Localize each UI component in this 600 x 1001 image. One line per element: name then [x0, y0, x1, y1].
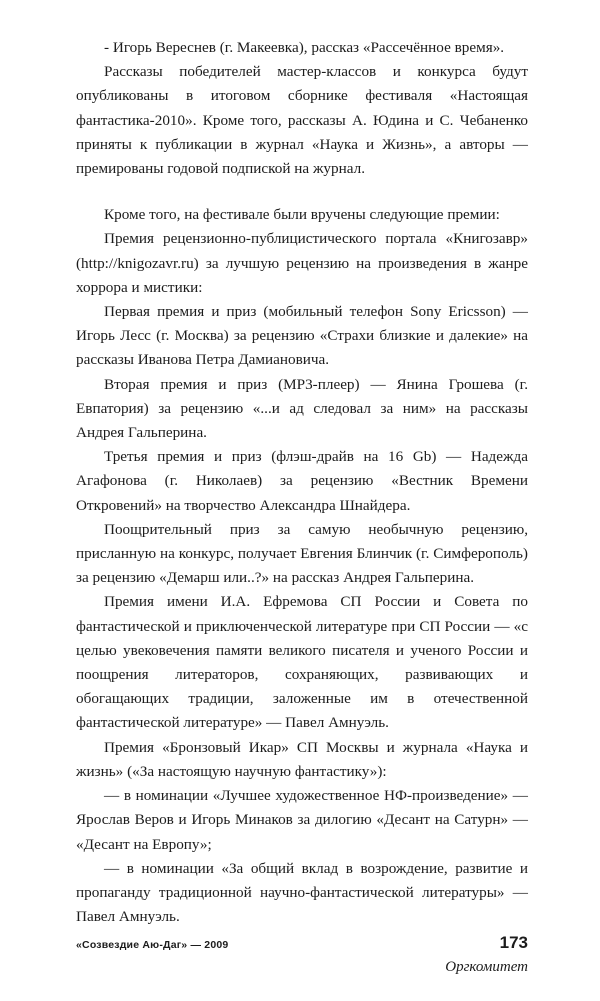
paragraph: — в номинации «Лучшее художественное НФ-произведение» — Ярослав Веров и Игорь Минаков за дилогию «Десант на Сатурн» — «Десант на Европу»;	[76, 787, 528, 853]
paragraph: - Игорь Вереснев (г. Макеевка), рассказ «Рассечённое время».	[104, 39, 505, 56]
footer-publication-title: «Созвездие Аю-Даг» — 2009	[76, 939, 229, 951]
paragraph: Премия рецензионно-публицистического портала «Книгозавр» (http://knigozavr.ru) за лучшую рецензию на произведения в жанре хоррора и мистики:	[76, 230, 528, 296]
page-number: 173	[499, 933, 528, 952]
paragraph: Премия «Бронзовый Икар» СП Москвы и журнала «Наука и жизнь» («За настоящую научную фантастику»):	[76, 738, 528, 780]
paragraph: Рассказы победителей мастер-классов и конкурса будут опубликованы в итоговом сборнике фестиваля «Настоящая фантастика-2010». Кроме того, рассказы А. Юдина и С. Чебаненко приняты к публикации в журнал «Наука и Жизнь», а авторы — премированы годовой подпиской на журнал.	[76, 63, 528, 178]
paragraph: Поощрительный приз за самую необычную рецензию, присланную на конкурс, получает Евгения Блинчик (г. Симферополь) за рецензию «Демарш или..?» на рассказ Андрея Гальперина.	[76, 520, 528, 587]
paragraph: Премия имени И.А. Ефремова СП России и Совета по фантастической и приключенческой литературе при СП России — «с целью увековечения памяти великого писателя и ученого России и поощрения литераторов, сохраняющих, развивающих и обогащающих традиции, заложенные им в отечественной фантастической литературе» — Павел Амнуэль.	[76, 593, 528, 732]
paragraph: Первая премия и приз (мобильный телефон Sony Ericsson) — Игорь Лесс (г. Москва) за рецензию «Страхи близкие и далекие» на рассказы Иванова Петра Дамиановича.	[76, 303, 528, 369]
paragraph: Вторая премия и приз (МР3-плеер) — Янина Грошева (г. Евпатория) за рецензию «...и ад следовал за ним» на рассказы Андрея Гальперина.	[76, 375, 528, 442]
paragraph: — в номинации «За общий вклад в возрождение, развитие и пропаганду традиционной научно-фантастической литературы» — Павел Амнуэль.	[76, 859, 528, 926]
paragraph: Третья премия и приз (флэш-драйв на 16 Gb) — Надежда Агафонова (г. Николаев) за рецензию «Вестник Времени Откровений» на творчество Александра Шнайдера.	[76, 448, 528, 514]
paragraph-spacer	[76, 181, 528, 203]
signature: Оргкомитет	[445, 959, 528, 976]
page-body	[76, 36, 528, 976]
page-footer	[76, 933, 528, 953]
paragraph: Кроме того, на фестивале были вручены следующие премии:	[104, 206, 500, 224]
